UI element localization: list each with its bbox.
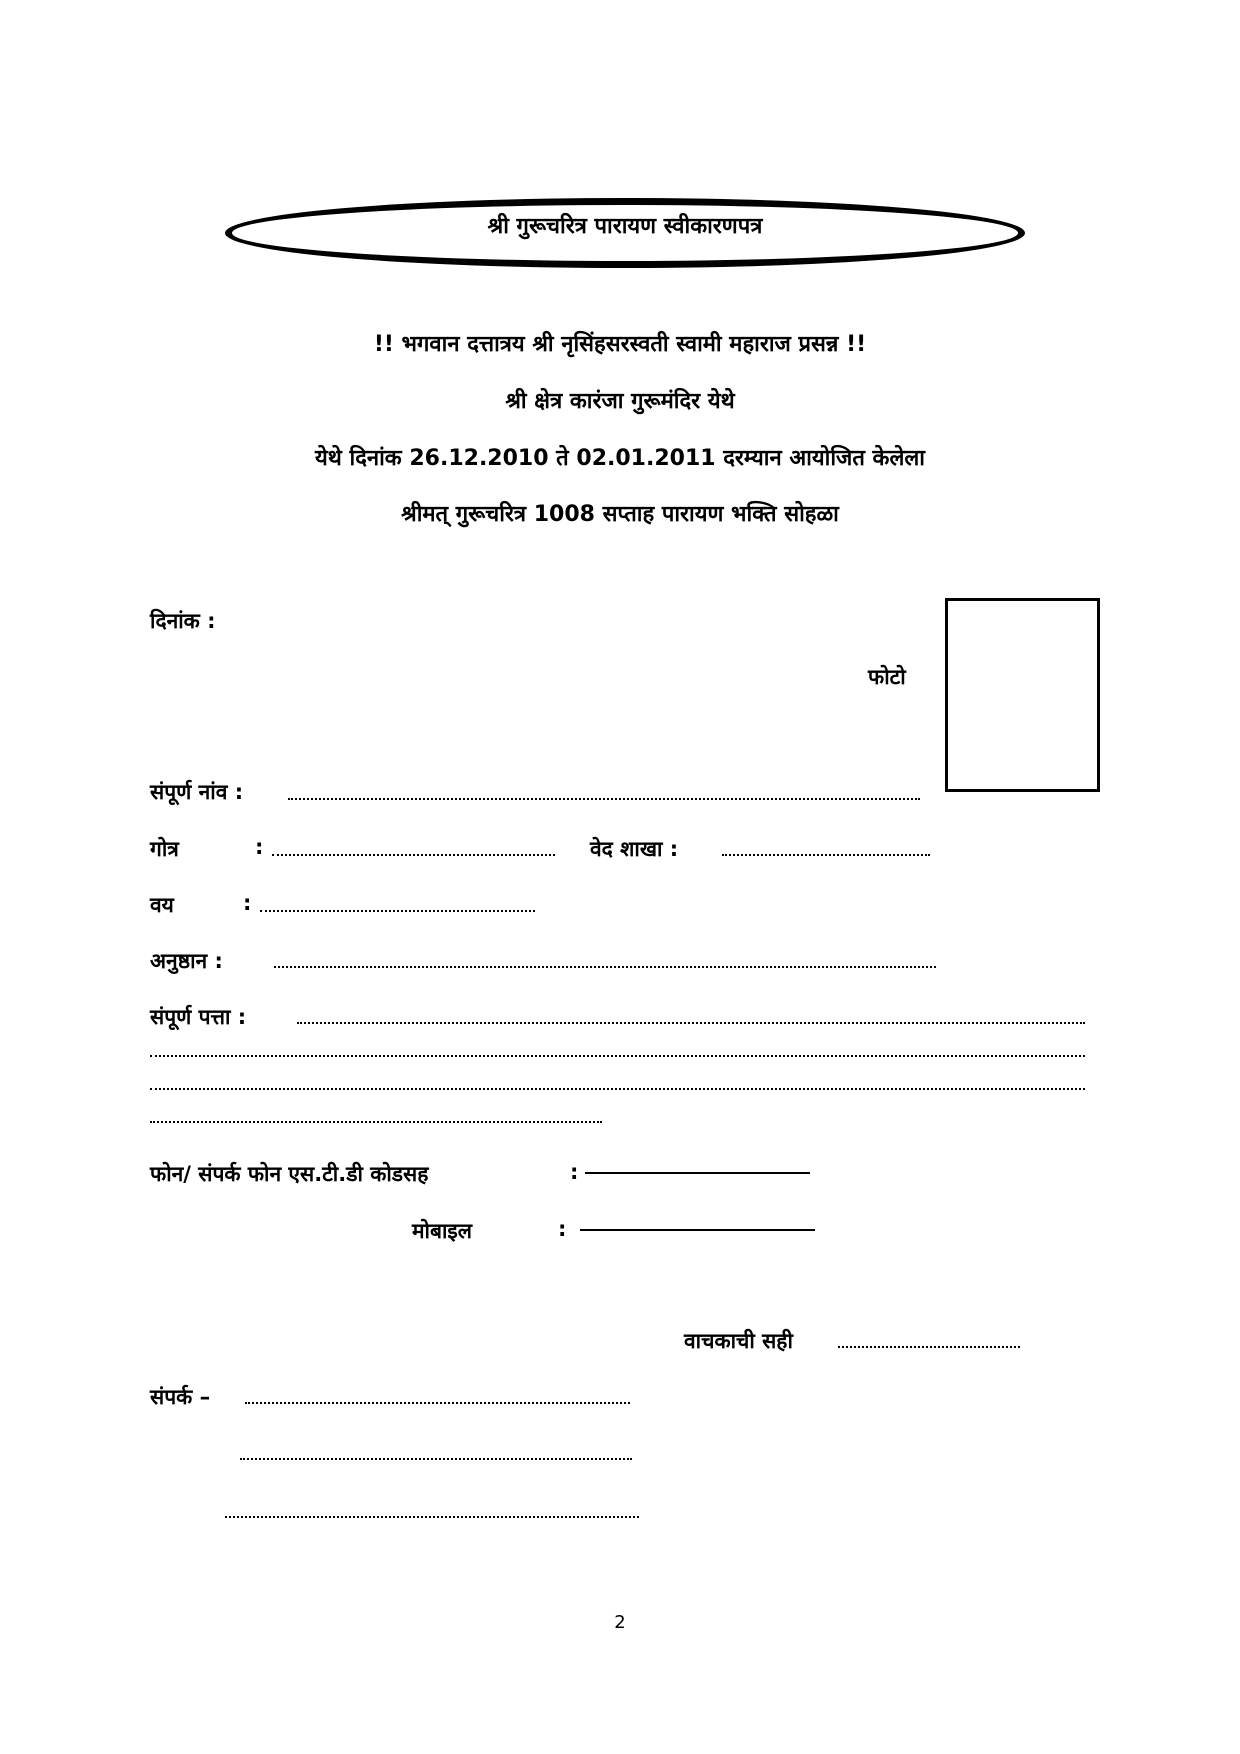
gotra-label: गोत्र <box>150 837 179 861</box>
form-title: श्री गुरूचरित्र पारायण स्वीकारणपत्र <box>487 214 763 239</box>
header-line-3: येथे दिनांक 26.12.2010 ते 02.01.2011 दरम्यान आयोजित केलेला <box>315 446 925 471</box>
phone-label: फोन/ संपर्क फोन एस.टी.डी कोडसह <box>150 1162 429 1186</box>
signature-label: वाचकाची सही <box>684 1329 793 1353</box>
photo-box[interactable] <box>945 598 1100 792</box>
gotra-field[interactable] <box>272 854 555 856</box>
anushthan-label: अनुष्ठान : <box>150 949 223 973</box>
phone-colon: : <box>570 1160 579 1184</box>
contact-field-line-3[interactable] <box>225 1516 639 1518</box>
age-field[interactable] <box>260 910 535 912</box>
header-line-1: !! भगवान दत्तात्रय श्री नृसिंहसरस्वती स्वामी महाराज प्रसन्न !! <box>373 332 867 357</box>
address-field-line-1[interactable] <box>297 1022 1085 1024</box>
contact-label: संपर्क – <box>150 1385 211 1409</box>
date-label: दिनांक : <box>150 609 216 633</box>
full-name-field[interactable] <box>288 798 920 800</box>
age-colon: : <box>243 891 252 915</box>
header-line-2: श्री क्षेत्र कारंजा गुरूमंदिर येथे <box>505 389 735 414</box>
anushthan-field[interactable] <box>274 966 936 968</box>
address-label: संपूर्ण पत्ता : <box>150 1005 247 1029</box>
header-line-4: श्रीमत् गुरूचरित्र 1008 सप्ताह पारायण भक्ति सोहळा <box>401 502 839 527</box>
address-field-line-2[interactable] <box>150 1055 1085 1057</box>
age-label: वय <box>150 893 174 917</box>
address-field-line-4[interactable] <box>150 1121 602 1123</box>
gotra-colon: : <box>255 835 264 859</box>
ved-shakha-label: वेद शाखा : <box>590 837 679 861</box>
full-name-label: संपूर्ण नांव : <box>150 780 244 804</box>
ved-shakha-field[interactable] <box>722 854 930 856</box>
contact-field-line-2[interactable] <box>240 1458 632 1460</box>
phone-field[interactable] <box>585 1172 810 1174</box>
contact-field-line-1[interactable] <box>245 1402 630 1404</box>
signature-field[interactable] <box>838 1346 1020 1348</box>
mobile-colon: : <box>558 1217 567 1241</box>
photo-label: फोटो <box>868 665 906 689</box>
mobile-label: मोबाइल <box>412 1219 472 1243</box>
address-field-line-3[interactable] <box>150 1088 1085 1090</box>
mobile-field[interactable] <box>580 1229 815 1231</box>
page-number: 2 <box>614 1612 626 1633</box>
